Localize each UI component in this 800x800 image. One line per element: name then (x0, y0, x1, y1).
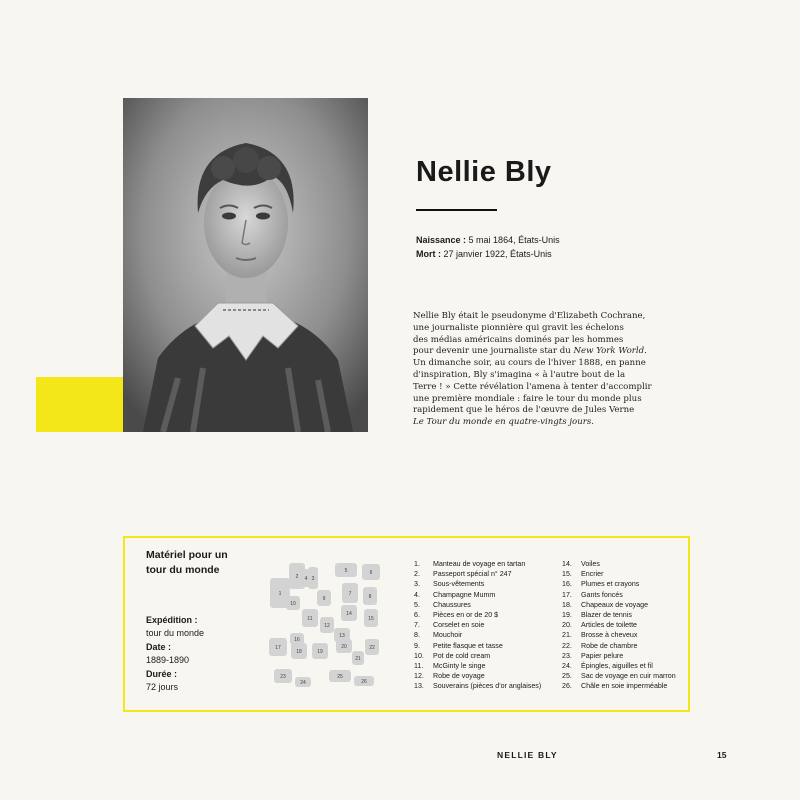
item-number: 16. (562, 580, 572, 589)
bio-line (413, 346, 668, 358)
duration-label: Durée : (146, 669, 178, 679)
item-label: Châle en soie imperméable (581, 682, 668, 691)
list-item (562, 681, 676, 691)
list-item (562, 579, 676, 589)
diagram-item (295, 677, 311, 687)
newspaper-name: New York World (573, 346, 645, 357)
diagram-item-number: 1 (278, 591, 282, 597)
diagram-item-number: 16 (294, 637, 300, 643)
item-label: Passeport spécial n° 247 (433, 570, 512, 579)
diagram-item (274, 669, 292, 683)
diagram-item-number: 9 (322, 596, 326, 602)
item-label: Voiles (581, 560, 600, 568)
list-item (414, 610, 541, 620)
item-label: Gants foncés (581, 590, 623, 599)
bio-line: une première mondiale : faire le tour du monde plus (413, 393, 642, 404)
diagram-item-number: 19 (317, 649, 323, 655)
diagram-item-number: 12 (324, 623, 330, 629)
expedition-details (146, 614, 204, 695)
list-item (562, 569, 676, 579)
birth-value: 5 mai 1864, États-Unis (468, 235, 560, 245)
diagram-item-number: 3 (311, 576, 315, 582)
list-item (562, 620, 676, 630)
item-number: 12. (414, 672, 424, 681)
item-label: McGinty le singe (433, 662, 486, 671)
expedition-label: Expédition : (146, 615, 198, 625)
diagram-item-number: 25 (337, 674, 343, 680)
item-number: 3. (414, 580, 420, 589)
bio-text: . (591, 417, 595, 428)
item-label: Manteau de voyage en tartan (433, 560, 526, 568)
diagram-item (286, 596, 300, 610)
item-label: Épingles, aiguilles et fil (581, 662, 653, 671)
item-label: Pot de cold cream (433, 651, 491, 660)
birth-label: Naissance : (416, 235, 467, 245)
page-title: Nellie Bly (416, 156, 552, 188)
item-number: 23. (562, 651, 572, 660)
item-label: Blazer de tennis (581, 611, 632, 620)
running-title: NELLIE BLY (497, 750, 558, 760)
item-number: 9. (414, 641, 420, 650)
item-list-column-1 (414, 559, 541, 692)
item-number: 14. (562, 560, 572, 568)
item-number: 19. (562, 611, 572, 620)
list-item (414, 600, 541, 610)
page-number: 15 (717, 750, 727, 760)
diagram-item-number: 2 (295, 574, 299, 580)
diagram-item-number: 18 (296, 649, 302, 655)
list-item (414, 671, 541, 681)
bio-line: Nellie Bly était le pseudonyme d'Elizabeth Cochrane, (413, 311, 646, 321)
list-item (562, 671, 676, 681)
diagram-item (365, 639, 379, 655)
item-number: 22. (562, 641, 572, 650)
item-number: 4. (414, 590, 420, 599)
item-label: Robe de voyage (433, 672, 485, 681)
diagram-item-number: 5 (344, 568, 348, 574)
bio-line: une journaliste pionnière qui gravit les échelons (413, 322, 624, 333)
bio-text: pour devenir une journaliste star du (413, 346, 574, 357)
diagram-item (329, 670, 351, 682)
diagram-item (362, 564, 380, 580)
portrait-photo (123, 98, 368, 432)
life-facts (416, 233, 560, 261)
diagram-item (335, 563, 357, 577)
diagram-item (352, 651, 364, 665)
list-item (562, 559, 676, 569)
item-label: Chapeaux de voyage (581, 600, 649, 609)
item-label: Chaussures (433, 600, 471, 609)
list-item (414, 590, 541, 600)
diagram-item-number: 26 (361, 679, 367, 685)
item-number: 24. (562, 662, 572, 671)
diagram-item (291, 643, 307, 659)
death-line (416, 247, 560, 261)
expedition-value: tour du monde (146, 627, 205, 638)
item-number: 2. (414, 570, 420, 579)
item-label: Encrier (581, 570, 604, 579)
death-label: Mort : (416, 249, 441, 259)
bio-line: Un dimanche soir, au cours de l'hiver 1888, en panne (413, 358, 646, 369)
diagram-item-number: 8 (368, 594, 372, 600)
item-label: Corselet en soie (433, 621, 485, 630)
item-number: 13. (414, 682, 424, 691)
duration-value: 72 jours (146, 681, 179, 692)
item-number: 21. (562, 631, 572, 640)
diagram-item (312, 643, 328, 659)
item-number: 7. (414, 621, 420, 630)
diagram-item-number: 17 (275, 645, 281, 651)
item-label: Papier pelure (581, 651, 624, 660)
item-label: Champagne Mumm (433, 590, 496, 599)
diagram-item-number: 7 (348, 591, 352, 597)
item-label: Sous-vêtements (433, 580, 485, 589)
diagram-item (317, 590, 331, 606)
diagram-item (341, 605, 357, 621)
item-number: 15. (562, 570, 572, 579)
list-item (562, 641, 676, 651)
diagram-item (364, 609, 378, 627)
book-title: Le Tour du monde en quatre-vingts jours (413, 417, 592, 428)
diagram-item-number: 13 (339, 633, 345, 639)
diagram-item-number: 20 (341, 644, 347, 650)
item-label: Mouchoir (433, 631, 463, 640)
item-number: 18. (562, 600, 572, 609)
death-value: 27 janvier 1922, États-Unis (443, 249, 552, 259)
list-item (414, 559, 541, 569)
list-item (414, 651, 541, 661)
diagram-item-number: 6 (369, 570, 373, 576)
list-item (414, 579, 541, 589)
bio-text: . (644, 346, 647, 357)
item-number: 1. (414, 560, 420, 568)
diagram-item (302, 569, 310, 587)
diagram-item-number: 24 (300, 680, 306, 686)
list-item (562, 600, 676, 610)
list-item (414, 681, 541, 691)
diagram-item-number: 14 (346, 611, 352, 617)
item-number: 6. (414, 611, 420, 620)
bio-line (413, 417, 668, 429)
date-label: Date : (146, 642, 172, 652)
item-list-column-2 (562, 559, 676, 692)
date-value: 1889-1890 (146, 654, 190, 665)
diagram-item-number: 10 (290, 601, 296, 607)
diagram-item (354, 676, 374, 686)
item-label: Articles de toilette (581, 621, 637, 630)
item-label: Plumes et crayons (581, 580, 640, 589)
bio-line: d'inspiration, Bly s'imagina « à l'autre bout de la (413, 369, 626, 380)
item-number: 26. (562, 682, 572, 691)
item-number: 20. (562, 621, 572, 630)
bio-line: rapidement que le héros de l'œuvre de Jules Verne (413, 405, 635, 416)
diagram-item-number: 11 (307, 616, 313, 622)
diagram-item (302, 609, 318, 627)
list-item (414, 661, 541, 671)
item-label: Sac de voyage en cuir marron (581, 672, 676, 681)
list-item (562, 630, 676, 640)
birth-line (416, 233, 560, 247)
list-item (562, 590, 676, 600)
list-item (414, 641, 541, 651)
list-item (414, 630, 541, 640)
diagram-item (342, 583, 358, 603)
equipment-heading: Matériel pour un tour du monde (146, 549, 228, 576)
bio-line: Terre ! » Cette révélation l'amena à tenter d'accomplir (413, 381, 652, 392)
item-number: 8. (414, 631, 420, 640)
bio-line: des médias américains dominés par les hommes (413, 334, 624, 345)
diagram-item-number: 4 (304, 576, 308, 582)
list-item (562, 661, 676, 671)
list-item (414, 569, 541, 579)
diagram-item (320, 617, 334, 633)
diagram-item (363, 587, 377, 605)
list-item (562, 651, 676, 661)
item-number: 10. (414, 651, 424, 660)
diagram-item-number: 21 (355, 656, 361, 662)
title-divider (416, 209, 497, 211)
item-label: Pièces en or de 20 $ (433, 611, 499, 620)
item-number: 17. (562, 590, 572, 599)
item-number: 11. (414, 662, 424, 671)
diagram-item (336, 639, 352, 653)
item-label: Robe de chambre (581, 641, 638, 650)
diagram-item-number: 23 (280, 674, 286, 680)
equipment-diagram (266, 558, 386, 693)
diagram-item-number: 15 (368, 616, 374, 622)
biography-text (413, 311, 668, 429)
diagram-item (269, 638, 287, 656)
diagram-item-number: 22 (369, 645, 375, 651)
item-number: 25. (562, 672, 572, 681)
item-label: Souverains (pièces d'or anglaises) (433, 682, 542, 691)
list-item (562, 610, 676, 620)
item-label: Petite flasque et tasse (433, 641, 503, 650)
item-number: 5. (414, 600, 420, 609)
list-item (414, 620, 541, 630)
item-label: Brosse à cheveux (581, 631, 638, 640)
